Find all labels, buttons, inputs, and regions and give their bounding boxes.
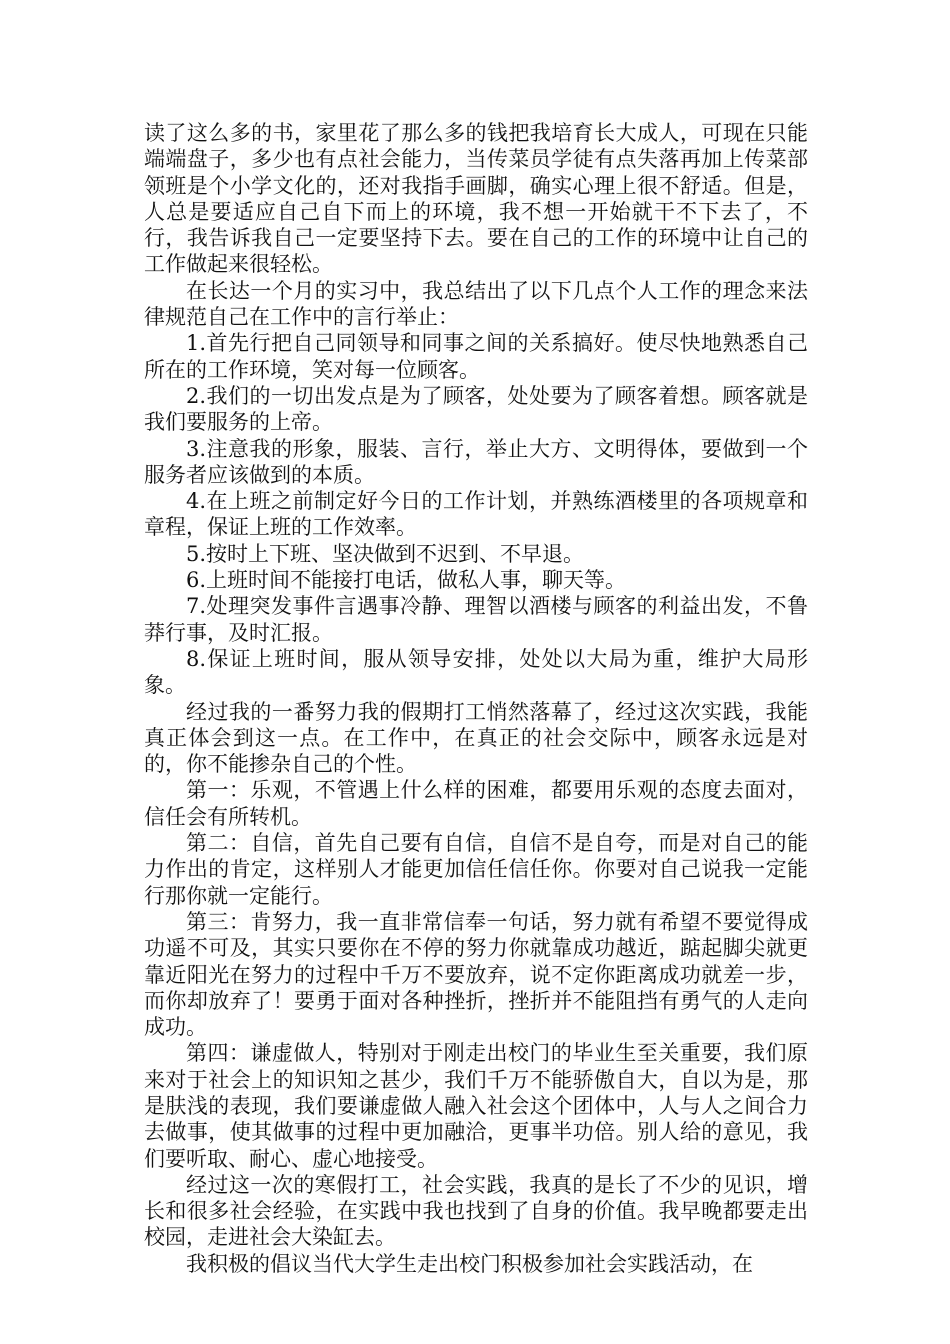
paragraph-intro: 读了这么多的书，家里花了那么多的钱把我培育长大成人，可现在只能端端盘子，多少也有点社会能力，当传菜员学徒有点失落再加上传菜部领班是个小学文化的，还对我指手画脚，确实心理上很不舒适。但是，人总是要适应自己自下而上的环境，我不想一开始就干不下去了，不行，我告诉我自己一定要坚持下去。要在自己的工作的环境中让自己的工作做起来很轻松。 xyxy=(144,121,808,277)
list-item-2: 2.我们的一切出发点是为了顾客，处处要为了顾客着想。顾客就是我们要服务的上帝。 xyxy=(144,383,808,435)
list-item-1: 1.首先行把自己同领导和同事之间的关系搞好。使尽快地熟悉自己所在的工作环境，笑对每一位顾客。 xyxy=(144,331,808,382)
list-item-8: 8.保证上班时间，服从领导安排，处处以大局为重，维护大局形象。 xyxy=(144,646,808,698)
paragraph-reflection: 经过我的一番努力我的假期打工悄然落幕了，经过这次实践，我能真正体会到这一点。在工作中，在真正的社会交际中，顾客永远是对的，你不能掺杂自己的个性。 xyxy=(144,699,808,777)
list-item-4: 4.在上班之前制定好今日的工作计划，并熟练酒楼里的各项规章和章程，保证上班的工作效率。 xyxy=(144,489,808,540)
document-body xyxy=(144,120,808,1277)
paragraph-point-1: 第一：乐观，不管遇上什么样的困难，都要用乐观的态度去面对，信任会有所转机。 xyxy=(144,778,808,829)
list-item-5: 5.按时上下班、坚决做到不迟到、不早退。 xyxy=(186,541,585,566)
paragraph-proposal: 我积极的倡议当代大学生走出校门积极参加社会实践活动，在 xyxy=(186,1251,753,1276)
list-item-3: 3.注意我的形象，服装、言行，举止大方、文明得体，要做到一个服务者应该做到的本质。 xyxy=(144,436,808,487)
paragraph-conclusion: 经过这一次的寒假打工，社会实践，我真的是长了不少的见识，增长和很多社会经验，在实践中我也找到了自身的价值。我早晚都要走出校园，走进社会大染缸去。 xyxy=(144,1172,808,1250)
list-item-7: 7.处理突发事件言遇事冷静、理智以酒楼与顾客的利益出发，不鲁莽行事，及时汇报。 xyxy=(144,594,808,645)
paragraph-point-2: 第二：自信，首先自己要有自信，自信不是自夸，而是对自己的能力作出的肯定，这样别人才能更加信任信任你。你要对自己说我一定能行那你就一定能行。 xyxy=(144,831,808,908)
paragraph-summary-intro: 在长达一个月的实习中，我总结出了以下几点个人工作的理念来法律规范自己在工作中的言行举止： xyxy=(144,278,808,330)
paragraph-point-3: 第三：肯努力，我一直非常信奉一句话，努力就有希望不要觉得成功遥不可及，其实只要你在不停的努力你就靠成功越近，踮起脚尖就更靠近阳光在努力的过程中千万不要放弃，说不定你距离成功就差一步，而你却放弃了！要勇于面对各种挫折，挫折并不能阻挡有勇气的人走向成功。 xyxy=(144,909,808,1040)
list-item-6: 6.上班时间不能接打电话，做私人事，聊天等。 xyxy=(186,568,627,593)
paragraph-point-4: 第四：谦虚做人，特别对于刚走出校门的毕业生至关重要，我们原来对于社会上的知识知之甚少，我们千万不能骄傲自大，自以为是，那是肤浅的表现，我们要谦虚做人融入社会这个团体中，人与人之间合力去做事，使其做事的过程中更加融洽，更事半功倍。别人给的意见，我们要听取、耐心、虚心地接受。 xyxy=(144,1041,808,1171)
